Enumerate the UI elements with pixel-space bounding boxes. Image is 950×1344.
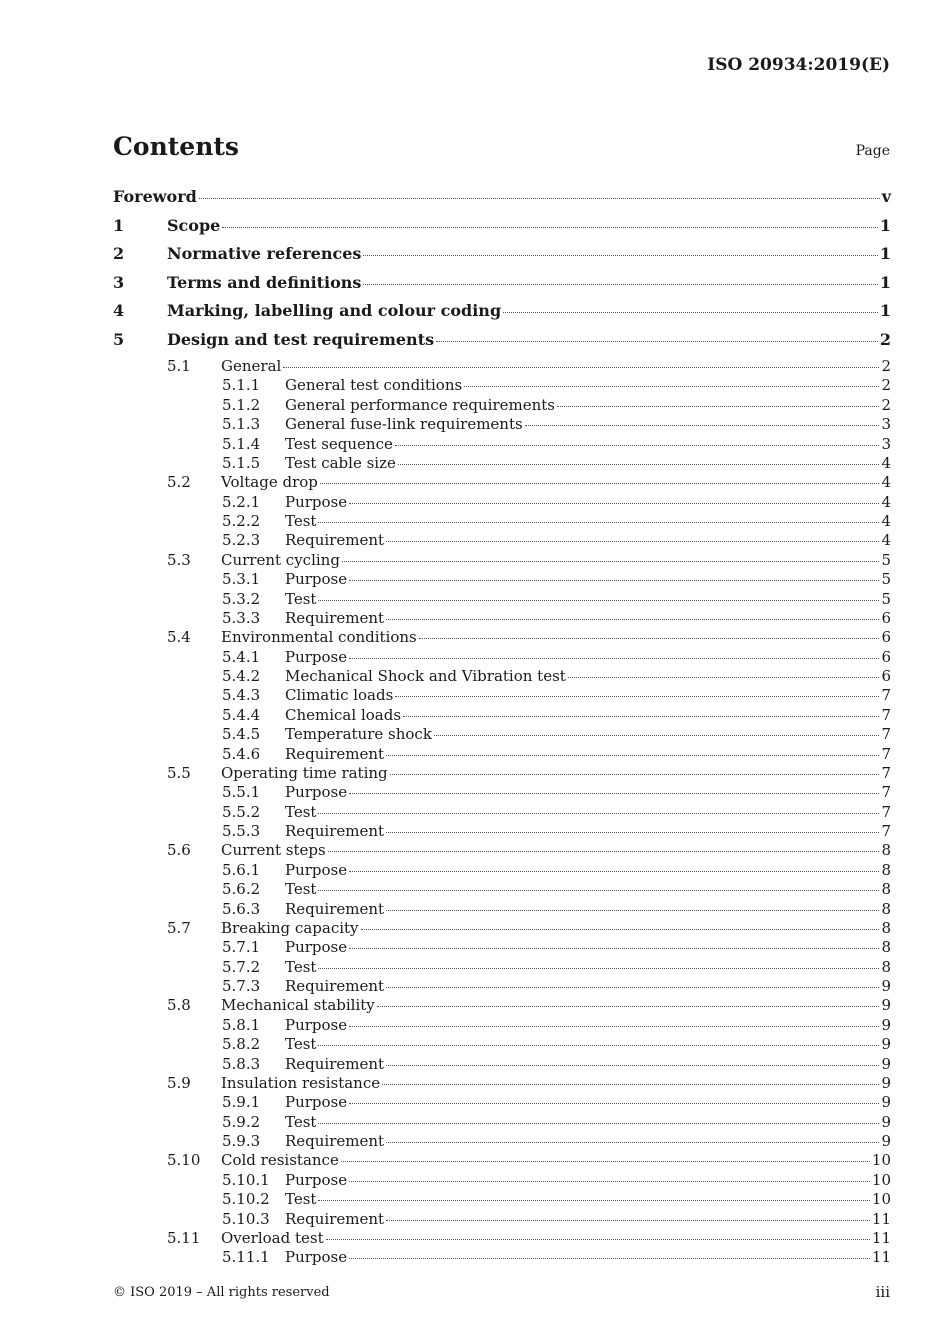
dot-leader [386,1220,870,1221]
toc-entry-title[interactable]: Requirement [285,1132,385,1150]
dot-leader [199,198,880,199]
toc-entry-title[interactable]: Test [285,957,317,976]
toc-entry-page: 8 [881,860,891,879]
toc-entry[interactable] [113,880,891,899]
toc-entry-page: 6 [881,608,891,627]
toc-entry-title[interactable]: Purpose [285,570,348,589]
dot-leader [419,638,880,639]
dot-leader [386,619,879,620]
toc-entry-page: 1 [879,301,891,320]
dot-leader [557,406,879,407]
toc-entry-number: 5.11 [167,1228,201,1247]
toc-entry-number: 5.9.2 [222,1112,261,1131]
toc-entry[interactable] [113,454,891,473]
toc-entry-title[interactable]: Test [285,1112,317,1131]
toc-entry[interactable] [113,215,891,244]
dot-leader [318,968,879,969]
dot-leader [525,425,880,426]
toc-entry-page: 2 [881,376,891,395]
toc-entry-number: 5.3 [167,550,191,569]
toc-entry[interactable] [113,1171,891,1190]
dot-leader [349,1026,879,1027]
toc-entry-number: 5.4.2 [222,667,261,685]
dot-leader [436,341,878,342]
toc-entry-title[interactable]: Marking, labelling and colour coding [167,301,502,320]
toc-entry-title[interactable]: Purpose [285,860,348,879]
toc-entry-title[interactable]: Purpose [285,647,348,666]
toc-entry-page: 5 [881,570,891,589]
toc-entry-number: 5.7.3 [222,977,261,995]
toc-entry-page: 7 [881,725,891,744]
toc-entry-number: 5.4.6 [222,744,261,763]
toc-entry-page: 11 [871,1209,891,1228]
toc-entry[interactable] [113,628,891,647]
toc-entry[interactable] [113,357,891,376]
dot-leader [283,367,879,368]
toc-entry[interactable] [113,376,891,395]
toc-entry[interactable] [113,551,891,570]
toc-entry-page: 2 [881,357,891,375]
dot-leader [349,503,879,504]
toc-entry-number: 5.1.3 [222,415,261,434]
toc-entry[interactable] [113,1190,891,1209]
toc-entry-number: 5.9.3 [222,1132,261,1150]
toc-entry-title[interactable]: Test [285,880,317,899]
toc-entry-title[interactable]: Test [285,512,317,530]
toc-entry[interactable] [113,570,891,589]
table-of-contents [113,186,891,1268]
toc-entry[interactable] [113,822,891,841]
dot-leader [386,541,879,542]
toc-entry-number: 5.1.1 [222,376,261,395]
toc-entry[interactable] [113,329,891,358]
toc-entry-page: 4 [881,512,891,530]
toc-entry-page: 4 [881,531,891,550]
dot-leader [318,890,879,891]
dot-leader [349,1258,870,1259]
toc-entry-number: 5.5.2 [222,802,261,821]
toc-entry-title[interactable]: Test sequence [285,434,393,453]
toc-entry-page: 1 [879,272,891,292]
toc-entry-page: 5 [881,589,891,608]
dot-leader [434,735,880,736]
dot-leader [318,1200,869,1201]
toc-entry-page: 8 [881,938,891,957]
toc-entry-number: 5.2.1 [222,492,261,511]
toc-entry-number: 5.10.3 [222,1209,270,1228]
toc-entry[interactable] [113,1035,891,1054]
toc-entry-number: 5.4.4 [222,705,261,724]
toc-entry-number: 5.4.5 [222,725,261,744]
toc-entry[interactable] [113,1113,891,1132]
toc-entry-page: 9 [881,1112,891,1131]
toc-entry-title[interactable]: Chemical loads [285,705,402,724]
toc-entry-title[interactable]: Purpose [285,1093,348,1112]
toc-entry-title[interactable]: Requirement [285,744,385,763]
toc-entry-title[interactable]: Operating time rating [221,763,388,782]
toc-entry-number: 5.2.2 [222,512,261,530]
toc-entry-title[interactable]: Requirement [285,822,385,840]
toc-entry[interactable] [113,272,891,301]
toc-entry-number: 5.11.1 [222,1248,270,1267]
toc-entry-number: 5.1.4 [222,434,261,453]
toc-entry-page: 9 [881,1054,891,1073]
toc-entry-page: 5 [881,550,891,569]
toc-entry-number: 5.9 [167,1073,191,1092]
page-column-label: Page [855,143,890,159]
dot-leader [403,716,879,717]
dot-leader [386,1065,879,1066]
toc-entry-page: 9 [881,977,891,995]
toc-entry-page: 7 [881,802,891,821]
toc-entry-title[interactable]: Purpose [285,1170,348,1189]
toc-entry-number: 5.5.3 [222,822,261,840]
toc-entry-number: 5.5 [167,763,191,782]
toc-entry-number: 5.7 [167,918,191,937]
toc-entry-page: 9 [881,1035,891,1054]
toc-entry[interactable] [113,1132,891,1151]
dot-leader [318,813,879,814]
toc-entry-number: 5.6 [167,841,191,860]
toc-entry-number: 5.10.1 [222,1170,270,1189]
toc-entry[interactable] [113,1074,891,1093]
dot-leader [568,677,880,678]
toc-entry[interactable] [113,783,891,802]
toc-entry[interactable] [113,1016,891,1035]
toc-entry-number: 5.1.2 [222,395,261,414]
dot-leader [341,1161,870,1162]
toc-entry-number: 5.10 [167,1151,201,1170]
toc-entry-page: 6 [881,647,891,666]
toc-entry-title[interactable]: General test conditions [285,376,463,395]
toc-entry[interactable] [113,667,891,686]
toc-entry-title[interactable]: Cold resistance [221,1151,339,1170]
toc-entry-number: 5.8.2 [222,1035,261,1054]
dot-leader [349,871,879,872]
toc-entry-number: 5.2.3 [222,531,261,550]
toc-entry-number: 5.4.3 [222,686,261,705]
toc-entry[interactable] [113,938,891,957]
toc-entry-title[interactable]: Scope [167,215,221,235]
toc-entry[interactable] [113,996,891,1015]
dot-leader [386,832,879,833]
toc-entry[interactable] [113,1151,891,1170]
dot-leader [386,1142,879,1143]
toc-entry-number: 5.5.1 [222,783,261,802]
toc-entry[interactable] [113,512,891,531]
toc-entry[interactable] [113,1229,891,1248]
toc-entry-title[interactable]: Requirement [285,1209,385,1228]
toc-entry-page: 1 [879,244,891,263]
toc-entry[interactable] [113,435,891,454]
toc-entry-number: 5.6.3 [222,899,261,918]
dot-leader [349,658,879,659]
toc-entry-page: 6 [881,628,891,647]
toc-entry-title[interactable]: Overload test [221,1228,324,1247]
toc-entry-number: 5.8 [167,996,191,1015]
dot-leader [349,948,879,949]
document-id: ISO 20934:2019(E) [707,55,890,75]
toc-entry[interactable] [113,977,891,996]
toc-entry-page: 2 [879,329,891,349]
toc-entry-number: 5.10.2 [222,1190,270,1209]
toc-entry[interactable] [113,531,891,550]
toc-entry[interactable] [113,415,891,434]
toc-entry-title[interactable]: Purpose [285,1015,348,1034]
toc-entry-page: 4 [881,473,891,492]
toc-entry-title[interactable]: Breaking capacity [221,918,359,937]
toc-entry[interactable] [113,243,891,272]
dot-leader [318,522,879,523]
dot-leader [386,755,879,756]
toc-entry-number: 5 [113,329,125,349]
toc-entry-number: 5.6.2 [222,880,261,899]
toc-entry[interactable] [113,841,891,860]
toc-entry-page: 7 [881,822,891,840]
toc-entry-title[interactable]: Purpose [285,1248,348,1267]
toc-entry-title[interactable]: Test cable size [285,453,396,472]
toc-entry-page: 4 [881,492,891,511]
toc-entry[interactable] [113,590,891,609]
dot-leader [328,851,880,852]
toc-entry-number: 2 [113,244,125,263]
toc-entry[interactable] [113,861,891,880]
toc-entry[interactable] [113,300,891,329]
toc-entry-page: 2 [881,395,891,414]
toc-entry-title[interactable]: Current cycling [221,550,340,569]
toc-entry[interactable] [113,900,891,919]
dot-leader [398,464,880,465]
toc-entry[interactable] [113,648,891,667]
toc-entry-page: 8 [881,957,891,976]
toc-entry-title[interactable]: Test [285,589,317,608]
dot-leader [349,580,879,581]
dot-leader [361,929,880,930]
toc-entry-number: 3 [113,272,125,292]
toc-entry[interactable] [113,803,891,822]
dot-leader [390,774,880,775]
toc-entry-title[interactable]: General performance requirements [285,395,555,414]
toc-entry-title[interactable]: General fuse-link requirements [285,415,523,434]
toc-entry-page: 4 [881,453,891,472]
toc-entry-title[interactable]: Current steps [221,841,326,860]
dot-leader [363,255,877,256]
toc-entry-number: 1 [113,215,125,235]
toc-entry-page: 1 [879,215,891,235]
footer-page-number: iii [875,1283,890,1301]
dot-leader [395,445,880,446]
toc-entry-title[interactable]: Requirement [285,531,385,550]
toc-entry-number: 5.6.1 [222,860,261,879]
toc-entry-page: 9 [881,996,891,1015]
dot-leader [326,1239,870,1240]
toc-entry-title[interactable]: Purpose [285,938,348,957]
toc-entry-page: 7 [881,705,891,724]
toc-entry[interactable] [113,725,891,744]
toc-entry-number: 5.7.2 [222,957,261,976]
dot-leader [320,483,880,484]
toc-entry-title[interactable]: Requirement [285,899,385,918]
dot-leader [363,284,877,285]
toc-entry-page: 9 [881,1093,891,1112]
toc-entry-title[interactable]: Purpose [285,492,348,511]
dot-leader [377,1006,880,1007]
toc-entry-title[interactable]: Foreword [113,187,197,206]
toc-entry[interactable] [113,745,891,764]
toc-entry-page: 7 [881,744,891,763]
toc-entry-page: 11 [871,1228,891,1247]
toc-entry-title[interactable]: Requirement [285,1054,385,1073]
toc-entry-number: 5.4.1 [222,647,261,666]
toc-entry[interactable] [113,396,891,415]
toc-entry-page: 7 [881,763,891,782]
toc-entry-title[interactable]: Temperature shock [285,725,432,744]
toc-entry-page: 8 [881,880,891,899]
toc-entry-page: 7 [881,783,891,802]
toc-entry[interactable] [113,493,891,512]
dot-leader [382,1084,879,1085]
toc-entry[interactable] [113,1093,891,1112]
toc-entry-number: 5.7.1 [222,938,261,957]
dot-leader [386,987,879,988]
toc-entry-page: 8 [881,918,891,937]
toc-entry-page: 6 [881,667,891,685]
dot-leader [395,696,879,697]
toc-entry[interactable] [113,1210,891,1229]
footer-copyright: © ISO 2019 – All rights reserved [113,1285,330,1300]
toc-entry-page: 10 [871,1190,891,1209]
toc-entry[interactable] [113,686,891,705]
dot-leader [349,1103,879,1104]
toc-entry-title[interactable]: Environmental conditions [221,628,417,647]
toc-entry-number: 5.8.3 [222,1054,261,1073]
dot-leader [464,386,879,387]
toc-entry-page: 8 [881,841,891,860]
toc-entry-page: v [881,187,891,206]
toc-entry[interactable] [113,186,891,215]
toc-entry-page: 3 [881,434,891,453]
toc-entry-title[interactable]: Insulation resistance [221,1073,381,1092]
dot-leader [386,910,879,911]
toc-entry[interactable] [113,919,891,938]
toc-entry-page: 10 [871,1151,891,1170]
toc-entry[interactable] [113,609,891,628]
toc-entry-page: 9 [881,1132,891,1150]
toc-entry-title[interactable]: Test [285,1035,317,1054]
toc-entry-page: 11 [871,1248,891,1267]
dot-leader [318,1045,879,1046]
toc-entry-title[interactable]: Purpose [285,783,348,802]
toc-entry-number: 5.3.3 [222,608,261,627]
toc-entry-page: 7 [881,686,891,705]
toc-entry[interactable] [113,764,891,783]
toc-entry-number: 5.1.5 [222,453,261,472]
toc-entry-page: 9 [881,1073,891,1092]
toc-entry-title[interactable]: Voltage drop [221,473,318,492]
toc-entry-page: 3 [881,415,891,434]
toc-entry[interactable] [113,473,891,492]
toc-entry-title[interactable]: Mechanical Shock and Vibration test [285,667,566,685]
toc-entry-title[interactable]: Mechanical stability [221,996,375,1015]
page-title: Contents [113,132,240,161]
toc-entry-title[interactable]: Design and test requirements [167,329,435,349]
toc-entry-title[interactable]: Requirement [285,977,385,995]
toc-entry-title[interactable]: Normative references [167,244,362,263]
toc-entry[interactable] [113,1248,891,1267]
dot-leader [342,561,880,562]
dot-leader [222,227,878,228]
toc-entry-number: 5.8.1 [222,1015,261,1034]
toc-entry-title[interactable]: Terms and definitions [167,272,362,292]
toc-entry-page: 9 [881,1015,891,1034]
toc-entry-title[interactable]: Test [285,802,317,821]
dot-leader [318,600,879,601]
toc-entry-number: 5.3.2 [222,589,261,608]
toc-entry-number: 5.9.1 [222,1093,261,1112]
dot-leader [349,1181,870,1182]
toc-entry[interactable] [113,958,891,977]
toc-entry-title[interactable]: General [221,357,282,375]
dot-leader [503,312,878,313]
toc-entry-number: 5.1 [167,357,191,375]
toc-entry-number: 4 [113,301,125,320]
toc-entry-number: 5.4 [167,628,191,647]
toc-entry-title[interactable]: Requirement [285,608,385,627]
toc-entry[interactable] [113,1055,891,1074]
dot-leader [318,1123,879,1124]
toc-entry-page: 10 [871,1170,891,1189]
toc-entry[interactable] [113,706,891,725]
toc-entry-number: 5.3.1 [222,570,261,589]
toc-entry-number: 5.2 [167,473,191,492]
toc-entry-title[interactable]: Climatic loads [285,686,394,705]
toc-entry-page: 8 [881,899,891,918]
toc-entry-title[interactable]: Test [285,1190,317,1209]
dot-leader [349,793,879,794]
